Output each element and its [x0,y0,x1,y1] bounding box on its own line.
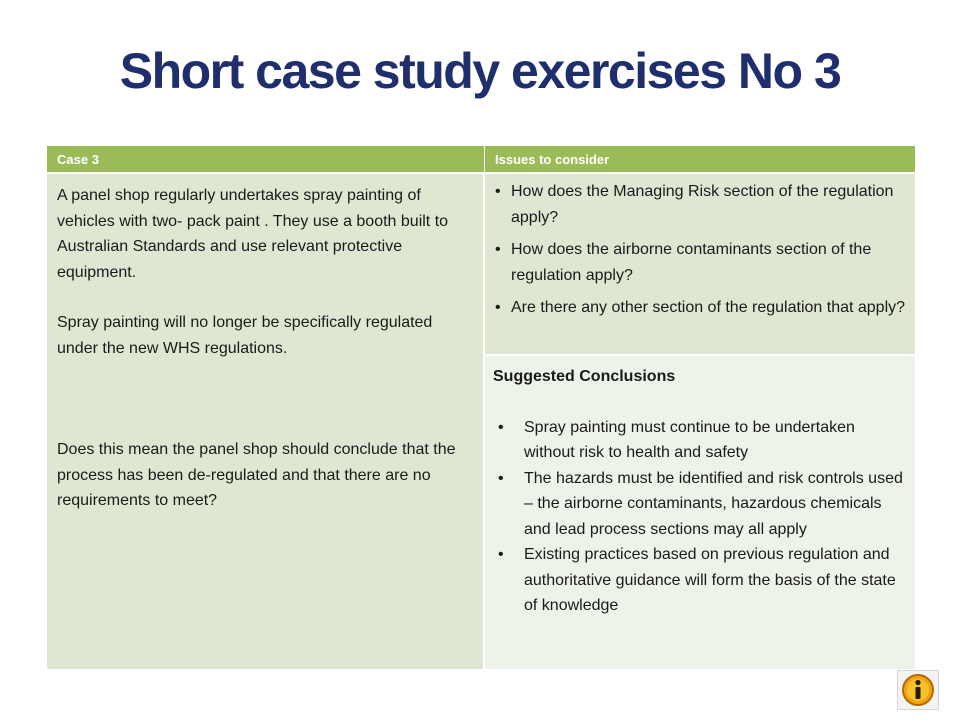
slide-title: Short case study exercises No 3 [119,43,841,99]
header-issues: Issues to consider [485,146,915,172]
case-study-table [47,146,915,669]
list-item: • How does the Managing Risk section of the regulation apply? [491,179,909,230]
header-case: Case 3 [47,146,485,172]
info-icon-graphic [901,673,935,707]
conclusions-cell [485,354,915,669]
case-paragraph-2: Spray painting will no longer be specifically regulated under the new WHS regulations. [57,314,433,357]
list-item: • Spray painting must continue to be undertaken without risk to health and safety [493,415,907,466]
info-icon[interactable] [897,670,939,710]
list-item: • Existing practices based on previous regulation and authoritative guidance will form the basis of the state of knowledge [493,542,907,619]
case-paragraph-3: Does this mean the panel shop should conclude that the process has been de-regulated and that there are no requirements to meet? [57,441,456,509]
issues-cell [485,172,915,354]
conclusions-list [493,415,907,619]
case-description-cell [47,172,485,669]
list-item: • How does the airborne contaminants section of the regulation apply? [491,237,909,288]
list-item: • Are there any other section of the regulation that apply? [491,295,909,321]
case-paragraph-1: A panel shop regularly undertakes spray painting of vehicles with two- pack paint . They use a booth built to Australian Standards and use relevant protective equipment. [57,187,449,281]
list-item: • The hazards must be identified and risk controls used – the airborne contaminants, hazardous chemicals and lead process sections may all apply [493,466,907,543]
issues-list [491,179,909,321]
conclusions-title: Suggested Conclusions [493,368,676,385]
